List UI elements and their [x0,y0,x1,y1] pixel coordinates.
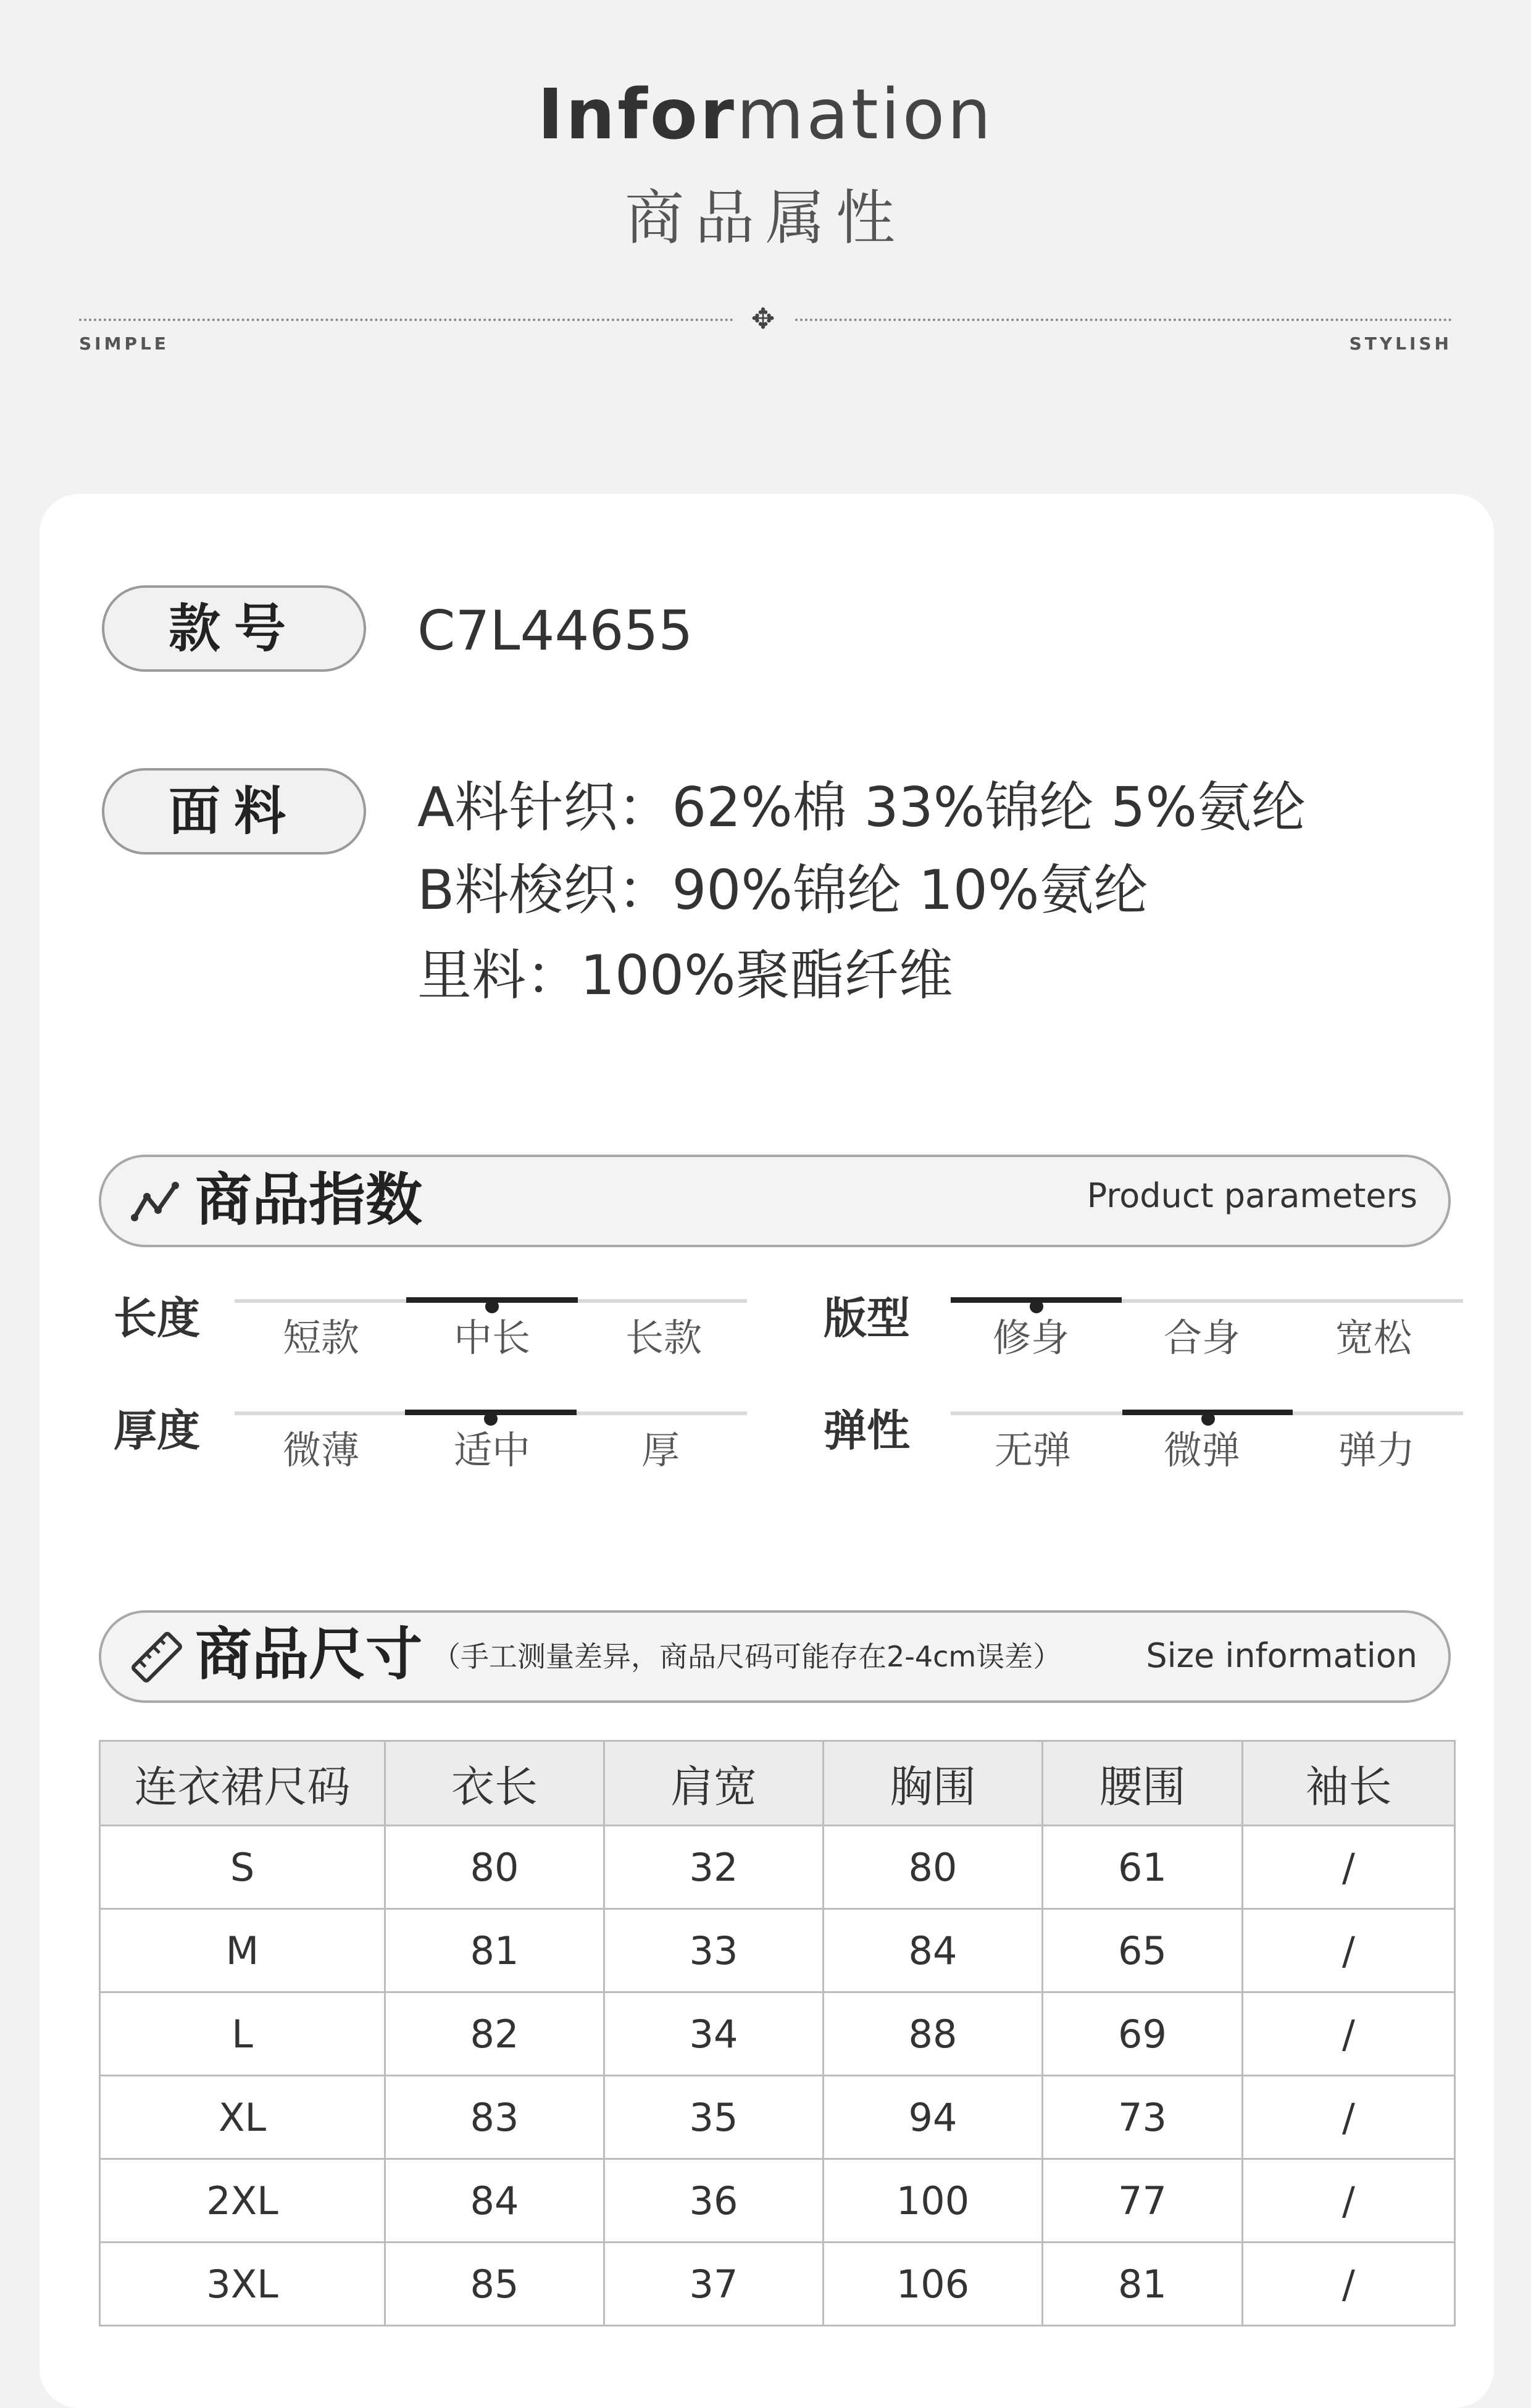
table-row [100,1826,1455,1909]
option-regular: 合身 [1163,1315,1240,1360]
scale-marker-fit [1030,1300,1043,1313]
header-subtitle: 商品属性 [625,183,906,253]
style-no-label: 款号 [102,585,366,672]
header-title [0,75,1531,155]
table-cell: M [100,1909,385,1992]
header-shoulder: 肩宽 [604,1741,824,1826]
table-cell: / [1243,2159,1455,2243]
table-cell: 33 [604,1909,824,1992]
fabric-line-lining: 里料：100%聚酯纤维 [417,943,953,1007]
scale-label-length: 长度 [114,1293,200,1344]
header-length: 衣长 [385,1741,604,1826]
scale-marker-thickness [484,1412,498,1426]
table-cell: 88 [824,1992,1043,2076]
sizes-title: 商品尺寸 [195,1621,423,1687]
table-row [100,2243,1455,2326]
sizes-note: （手工测量差异，商品尺码可能存在2-4cm误差） [432,1640,1062,1673]
table-cell: 80 [385,1826,604,1909]
table-cell: 94 [824,2076,1043,2159]
parameters-title: 商品指数 [195,1167,423,1233]
table-row [100,2159,1455,2243]
scale-label-thickness: 厚度 [114,1405,200,1456]
option-midlength: 中长 [453,1315,530,1360]
table-cell: 106 [824,2243,1043,2326]
table-cell: 85 [385,2243,604,2326]
option-loose: 宽松 [1335,1315,1412,1360]
title-bold: Infor [537,75,737,155]
option-long: 长款 [625,1315,702,1360]
table-cell: 35 [604,2076,824,2159]
table-cell: 100 [824,2159,1043,2243]
sizes-english: Size information [1146,1636,1417,1675]
table-cell: / [1243,1992,1455,2076]
table-cell: 2XL [100,2159,385,2243]
table-cell: 3XL [100,2243,385,2326]
option-thin: 微薄 [282,1428,359,1473]
fabric-line-a: A料针织：62%棉 33%锦纶 5%氨纶 [417,775,1306,839]
cross-ornament-icon: ✥ [751,302,775,335]
table-cell: 80 [824,1826,1043,1909]
size-table [99,1740,1456,2326]
table-row [100,1909,1455,1992]
parameters-english: Product parameters [1087,1176,1417,1215]
fabric-line-b: B料梭织：90%锦纶 10%氨纶 [417,858,1148,922]
style-no-value: C7L44655 [417,599,693,663]
option-slight-stretch: 微弹 [1163,1428,1240,1473]
table-cell: 73 [1043,2076,1243,2159]
table-row [100,1992,1455,2076]
table-cell: XL [100,2076,385,2159]
option-slim: 修身 [992,1315,1069,1360]
scale-label-fit: 版型 [824,1293,910,1344]
table-cell: 32 [604,1826,824,1909]
ruler-icon [127,1628,186,1687]
fabric-label: 面料 [102,768,366,855]
scale-marker-elasticity [1201,1412,1215,1426]
left-tag: SIMPLE [79,333,169,354]
table-cell: 34 [604,1992,824,2076]
table-row [100,2076,1455,2159]
option-stretch: 弹力 [1338,1428,1415,1473]
table-cell: 69 [1043,1992,1243,2076]
table-cell: 65 [1043,1909,1243,1992]
option-thick: 厚 [641,1428,680,1473]
right-tag: STYLISH [1349,333,1452,354]
header-waist: 腰围 [1043,1741,1243,1826]
table-cell: 36 [604,2159,824,2243]
table-cell: L [100,1992,385,2076]
title-light: mation [736,75,994,155]
table-cell: / [1243,2243,1455,2326]
table-header-row [100,1741,1455,1826]
divider-right [795,319,1452,321]
option-medium: 适中 [453,1428,530,1473]
table-cell: 81 [1043,2243,1243,2326]
table-cell: 81 [385,1909,604,1992]
table-cell: 37 [604,2243,824,2326]
table-cell: 82 [385,1992,604,2076]
table-cell: 77 [1043,2159,1243,2243]
header-size: 连衣裙尺码 [100,1741,385,1826]
header-sleeve: 袖长 [1243,1741,1455,1826]
option-no-stretch: 无弹 [994,1428,1071,1473]
table-cell: S [100,1826,385,1909]
table-cell: / [1243,1826,1455,1909]
divider-left [79,319,733,321]
table-cell: 84 [824,1909,1043,1992]
option-short: 短款 [282,1315,359,1360]
table-cell: 83 [385,2076,604,2159]
scale-marker-length [485,1300,499,1313]
table-cell: / [1243,1909,1455,1992]
scale-label-elasticity: 弹性 [824,1405,910,1456]
trend-line-icon [131,1178,183,1224]
header-bust: 胸围 [824,1741,1043,1826]
table-cell: / [1243,2076,1455,2159]
table-cell: 84 [385,2159,604,2243]
table-cell: 61 [1043,1826,1243,1909]
